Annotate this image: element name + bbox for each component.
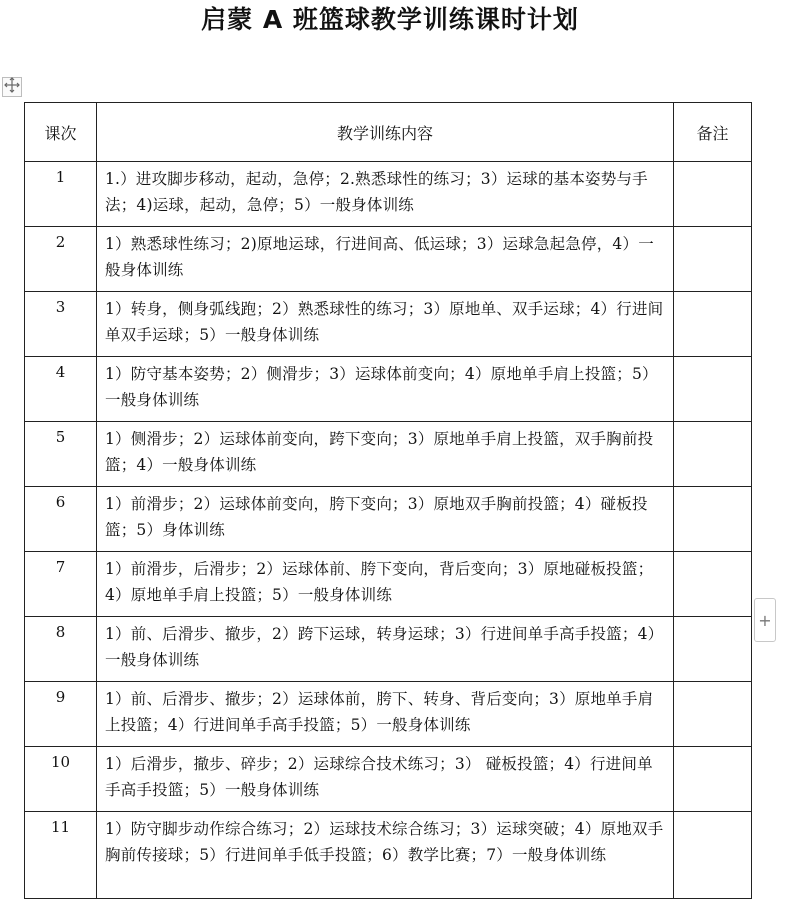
move-arrows-icon	[4, 77, 20, 97]
lesson-number[interactable]: 10	[25, 747, 97, 812]
lesson-number[interactable]: 2	[25, 227, 97, 292]
lesson-number[interactable]: 11	[25, 812, 97, 899]
lesson-number[interactable]: 4	[25, 357, 97, 422]
lesson-content[interactable]: 1）前滑步，后滑步；2）运球体前、胯下变向，背后变向；3）原地碰板投篮；4）原地单手肩上投篮；5）一般身体训练	[97, 552, 674, 617]
table-header-row	[25, 103, 752, 162]
lesson-note[interactable]	[674, 292, 752, 357]
table-row	[25, 617, 752, 682]
table-row	[25, 162, 752, 227]
lesson-note[interactable]	[674, 357, 752, 422]
lesson-number[interactable]: 9	[25, 682, 97, 747]
lesson-content[interactable]: 1.）进攻脚步移动，起动，急停；2.熟悉球性的练习；3）运球的基本姿势与手法；4)运球，起动，急停；5）一般身体训练	[97, 162, 674, 227]
page-title: 启蒙 A 班篮球教学训练课时计划	[201, 5, 579, 34]
table-row	[25, 227, 752, 292]
lesson-number[interactable]: 8	[25, 617, 97, 682]
table-row	[25, 422, 752, 487]
lesson-note[interactable]	[674, 812, 752, 899]
plus-icon: +	[758, 610, 772, 630]
table-row	[25, 682, 752, 747]
lesson-number[interactable]: 6	[25, 487, 97, 552]
lesson-note[interactable]	[674, 682, 752, 747]
lesson-content[interactable]: 1）前、后滑步、撤步；2）运球体前，胯下、转身、背后变向；3）原地单手肩上投篮；4）行进间单手高手投篮；5）一般身体训练	[97, 682, 674, 747]
lesson-content[interactable]: 1）后滑步，撤步、碎步；2）运球综合技术练习；3） 碰板投篮；4）行进间单手高手投篮；5）一般身体训练	[97, 747, 674, 812]
lesson-number[interactable]: 7	[25, 552, 97, 617]
table-row	[25, 487, 752, 552]
lesson-plan-table	[24, 102, 752, 899]
lesson-note[interactable]	[674, 162, 752, 227]
lesson-note[interactable]	[674, 422, 752, 487]
table-row	[25, 747, 752, 812]
lesson-content[interactable]: 1）前滑步；2）运球体前变向，胯下变向；3）原地双手胸前投篮；4）碰板投篮；5）身体训练	[97, 487, 674, 552]
lesson-number[interactable]: 3	[25, 292, 97, 357]
header-lesson: 课次	[25, 103, 97, 162]
lesson-content[interactable]: 1）前、后滑步、撤步，2）跨下运球，转身运球；3）行进间单手高手投篮；4）一般身体训练	[97, 617, 674, 682]
lesson-content[interactable]: 1）侧滑步；2）运球体前变向，跨下变向；3）原地单手肩上投篮，双手胸前投篮；4）一般身体训练	[97, 422, 674, 487]
header-note: 备注	[674, 103, 752, 162]
table-row	[25, 812, 752, 899]
lesson-number[interactable]: 5	[25, 422, 97, 487]
lesson-number[interactable]: 1	[25, 162, 97, 227]
add-column-button[interactable]	[754, 598, 776, 642]
table-row	[25, 292, 752, 357]
lesson-note[interactable]	[674, 227, 752, 292]
lesson-note[interactable]	[674, 617, 752, 682]
lesson-content[interactable]: 1）防守基本姿势；2）侧滑步；3）运球体前变向；4）原地单手肩上投篮；5）一般身体训练	[97, 357, 674, 422]
table-row	[25, 357, 752, 422]
table-row	[25, 552, 752, 617]
lesson-note[interactable]	[674, 487, 752, 552]
table-move-handle[interactable]	[2, 77, 22, 97]
lesson-note[interactable]	[674, 747, 752, 812]
header-content: 教学训练内容	[97, 103, 674, 162]
lesson-note[interactable]	[674, 552, 752, 617]
lesson-content[interactable]: 1）熟悉球性练习；2)原地运球，行进间高、低运球；3）运球急起急停，4）一般身体训练	[97, 227, 674, 292]
lesson-content[interactable]: 1）防守脚步动作综合练习；2）运球技术综合练习；3）运球突破；4）原地双手胸前传接球；5）行进间单手低手投篮；6）教学比赛；7）一般身体训练	[97, 812, 674, 899]
lesson-content[interactable]: 1）转身，侧身弧线跑；2）熟悉球性的练习；3）原地单、双手运球；4）行进间单双手运球；5）一般身体训练	[97, 292, 674, 357]
